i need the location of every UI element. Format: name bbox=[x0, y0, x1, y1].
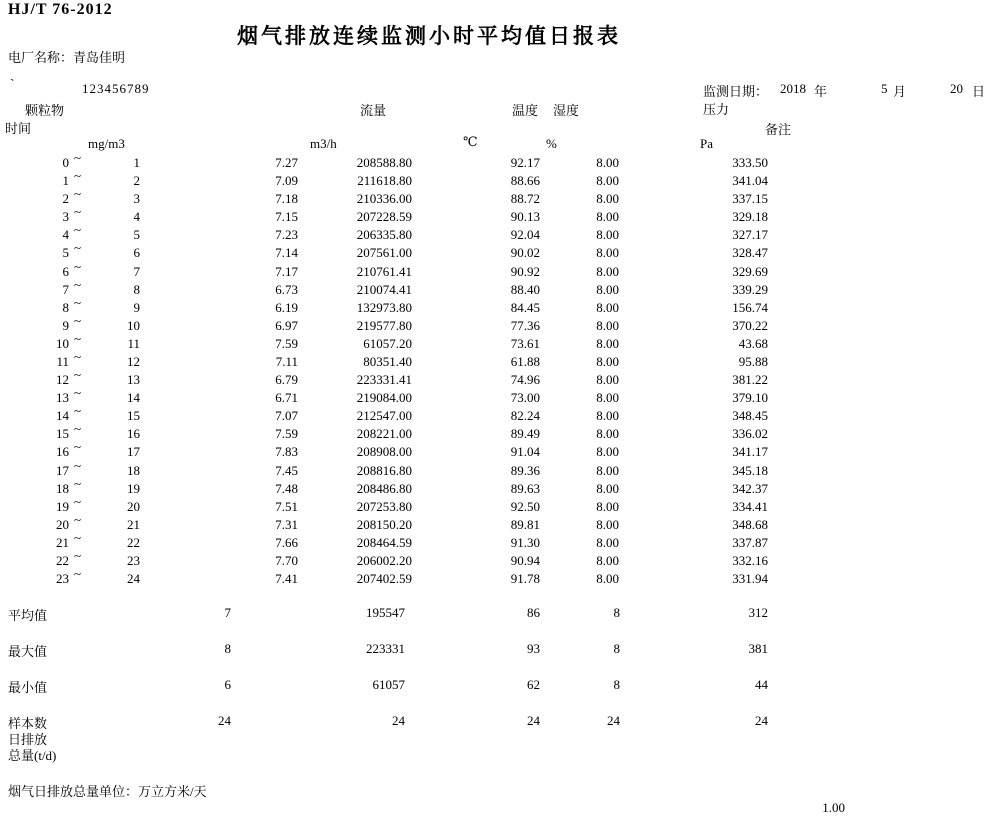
hour-start-cell: 17 bbox=[56, 462, 69, 478]
dust-cell: 7.70 bbox=[275, 553, 298, 568]
hour-end-cell: 18 bbox=[127, 462, 140, 478]
dust-cell: 6.71 bbox=[275, 390, 298, 406]
humidity-cell: 8.00 bbox=[596, 462, 619, 478]
pressure-cell: 156.74 bbox=[732, 299, 768, 315]
dust-cell: 7.51 bbox=[275, 498, 298, 514]
summary-row bbox=[0, 605, 990, 623]
table-row bbox=[0, 204, 990, 227]
pressure-cell: 337.15 bbox=[732, 191, 768, 207]
pressure-cell: 348.45 bbox=[732, 408, 768, 424]
humidity-cell: 8.00 bbox=[596, 155, 619, 170]
hour-end-cell: 2 bbox=[133, 173, 140, 189]
hour-start-cell: 0 bbox=[62, 155, 69, 170]
flow-cell: 211618.80 bbox=[357, 173, 412, 189]
tilde-mark: ~ bbox=[74, 150, 82, 165]
hour-start-cell: 14 bbox=[56, 408, 69, 424]
pressure-cell: 345.18 bbox=[732, 462, 768, 478]
pressure-cell: 334.41 bbox=[732, 498, 768, 514]
monitor-date-label: 监测日期： bbox=[703, 84, 769, 99]
table-row bbox=[0, 457, 990, 481]
temperature-cell: 90.92 bbox=[510, 263, 540, 279]
table-row bbox=[0, 403, 990, 426]
humidity-cell: 8.00 bbox=[596, 191, 619, 207]
flow-cell: 219084.00 bbox=[356, 390, 412, 406]
hour-end-cell: 11 bbox=[127, 335, 140, 351]
flow-cell: 210074.41 bbox=[356, 281, 412, 297]
flow-cell: 207561.00 bbox=[356, 245, 412, 261]
summary-temperature-cell: 86 bbox=[527, 605, 540, 620]
plant-name-value: 青岛佳明 bbox=[73, 50, 126, 65]
flow-cell: 219577.80 bbox=[356, 317, 412, 333]
tilde-mark: ~ bbox=[74, 367, 82, 383]
tilde-mark: ~ bbox=[74, 240, 82, 256]
tilde-mark: ~ bbox=[74, 475, 82, 491]
hour-end-cell: 12 bbox=[127, 354, 140, 369]
table-row bbox=[0, 258, 990, 282]
tilde-mark: ~ bbox=[74, 349, 82, 364]
table-row bbox=[0, 294, 990, 318]
pressure-cell: 341.17 bbox=[732, 444, 768, 460]
summary-pressure-cell: 312 bbox=[748, 605, 768, 620]
summary-humidity-cell: 8 bbox=[613, 677, 620, 692]
humidity-cell: 8.00 bbox=[596, 390, 619, 406]
table-row bbox=[0, 330, 990, 354]
humidity-cell: 8.00 bbox=[596, 354, 619, 369]
hour-end-cell: 6 bbox=[133, 245, 140, 261]
table-row bbox=[0, 566, 990, 589]
dust-cell: 7.31 bbox=[275, 516, 298, 532]
hour-end-cell: 14 bbox=[127, 390, 140, 406]
hour-start-cell: 16 bbox=[56, 444, 69, 460]
dust-cell: 7.66 bbox=[275, 534, 298, 550]
hour-start-cell: 10 bbox=[56, 335, 69, 351]
humidity-cell: 8.00 bbox=[596, 571, 619, 587]
temperature-cell: 88.72 bbox=[510, 191, 540, 207]
table-row bbox=[0, 276, 990, 300]
standard-code: HJ/T 76-2012 bbox=[8, 1, 113, 18]
temperature-cell: 61.88 bbox=[510, 354, 540, 369]
summary-flow-cell: 223331 bbox=[366, 641, 405, 656]
hour-end-cell: 5 bbox=[133, 227, 140, 243]
pressure-cell: 339.29 bbox=[732, 281, 768, 297]
table-row bbox=[0, 385, 990, 408]
flow-cell: 132973.80 bbox=[356, 299, 412, 315]
daily-total-label-line2: 总量(t/d) bbox=[8, 748, 57, 763]
hour-start-cell: 11 bbox=[56, 354, 69, 369]
dust-cell: 7.48 bbox=[275, 480, 298, 496]
summary-temperature-cell: 93 bbox=[527, 641, 540, 656]
flow-cell: 208464.59 bbox=[356, 534, 412, 550]
summary-flow-cell: 61057 bbox=[372, 677, 405, 692]
tilde-mark: ~ bbox=[74, 168, 82, 184]
monitor-date-year: 2018 bbox=[780, 81, 806, 96]
temperature-cell: 89.63 bbox=[510, 480, 540, 496]
hour-start-cell: 7 bbox=[62, 281, 69, 297]
dust-cell: 6.19 bbox=[275, 299, 298, 315]
unit-temperature: ℃ bbox=[463, 134, 478, 149]
humidity-cell: 8.00 bbox=[596, 317, 619, 333]
column-header-flow: 流量 bbox=[360, 103, 387, 118]
hour-end-cell: 22 bbox=[127, 534, 140, 550]
summary-humidity-cell: 8 bbox=[613, 605, 620, 620]
summary-humidity-cell: 8 bbox=[613, 641, 620, 656]
flow-cell: 207402.59 bbox=[356, 571, 412, 587]
summary-pressure-cell: 44 bbox=[755, 677, 768, 692]
pressure-cell: 43.68 bbox=[738, 335, 768, 351]
dust-cell: 7.07 bbox=[275, 408, 298, 424]
flow-cell: 223331.41 bbox=[356, 372, 412, 388]
pressure-cell: 331.94 bbox=[732, 571, 768, 587]
hour-start-cell: 19 bbox=[56, 498, 69, 514]
pressure-cell: 95.88 bbox=[738, 354, 768, 369]
humidity-cell: 8.00 bbox=[596, 426, 619, 442]
dust-cell: 7.15 bbox=[275, 209, 298, 225]
humidity-cell: 8.00 bbox=[596, 281, 619, 297]
pressure-cell: 342.37 bbox=[732, 480, 768, 496]
monitor-date-year-unit: 年 bbox=[814, 84, 828, 99]
hour-start-cell: 15 bbox=[56, 426, 69, 442]
hour-start-cell: 20 bbox=[56, 516, 69, 532]
summary-label: 平均值 bbox=[8, 608, 48, 623]
flow-cell: 212547.00 bbox=[356, 408, 412, 424]
hour-start-cell: 8 bbox=[62, 299, 69, 315]
serial-number: 123456789 bbox=[82, 81, 150, 96]
pressure-cell: 381.22 bbox=[732, 372, 768, 388]
tilde-mark: ~ bbox=[74, 330, 82, 346]
flow-cell: 80351.40 bbox=[363, 354, 412, 369]
pressure-cell: 329.69 bbox=[732, 263, 768, 279]
tilde-mark: ~ bbox=[74, 493, 82, 509]
plant-name-line bbox=[8, 47, 125, 66]
pressure-cell: 327.17 bbox=[732, 227, 768, 243]
footer-unit-note: 烟气日排放总量单位：万立方米/天 bbox=[8, 784, 207, 799]
temperature-cell: 92.04 bbox=[510, 227, 540, 243]
tilde-mark: ~ bbox=[74, 258, 82, 274]
dust-cell: 6.73 bbox=[275, 281, 298, 297]
temperature-cell: 73.61 bbox=[510, 335, 540, 351]
summary-temperature-cell: 24 bbox=[527, 713, 540, 728]
tilde-mark: ~ bbox=[74, 421, 82, 437]
monitor-date-day: 20 bbox=[950, 81, 963, 96]
hour-end-cell: 7 bbox=[133, 263, 140, 279]
tilde-mark: ~ bbox=[74, 457, 82, 473]
summary-pressure-cell: 381 bbox=[748, 641, 768, 656]
temperature-cell: 90.94 bbox=[510, 553, 540, 568]
table-row bbox=[0, 421, 990, 444]
summary-flow-cell: 195547 bbox=[366, 605, 405, 620]
hour-start-cell: 6 bbox=[62, 263, 69, 279]
flow-cell: 207253.80 bbox=[356, 498, 412, 514]
humidity-cell: 8.00 bbox=[596, 444, 619, 460]
hour-start-cell: 2 bbox=[62, 191, 69, 207]
humidity-cell: 8.00 bbox=[596, 408, 619, 424]
column-header-humidity: 湿度 bbox=[553, 103, 580, 118]
flow-cell: 210761.41 bbox=[356, 263, 412, 279]
humidity-cell: 8.00 bbox=[596, 498, 619, 514]
dust-cell: 6.79 bbox=[275, 372, 298, 388]
flow-cell: 208486.80 bbox=[356, 480, 412, 496]
table-row bbox=[0, 240, 990, 263]
temperature-cell: 88.66 bbox=[510, 173, 540, 189]
humidity-cell: 8.00 bbox=[596, 299, 619, 315]
temperature-cell: 92.50 bbox=[510, 498, 540, 514]
humidity-cell: 8.00 bbox=[596, 480, 619, 496]
humidity-cell: 8.00 bbox=[596, 263, 619, 279]
hour-start-cell: 9 bbox=[62, 317, 69, 333]
table-row bbox=[0, 548, 990, 571]
summary-row bbox=[0, 713, 990, 731]
temperature-cell: 91.78 bbox=[510, 571, 540, 587]
hour-start-cell: 3 bbox=[62, 209, 69, 225]
column-header-dust: 颗粒物 bbox=[25, 103, 65, 118]
dust-cell: 7.41 bbox=[275, 571, 298, 587]
summary-dust-cell: 24 bbox=[218, 713, 231, 728]
hour-end-cell: 21 bbox=[127, 516, 140, 532]
tilde-mark: ~ bbox=[74, 511, 82, 527]
summary-humidity-cell: 24 bbox=[607, 713, 620, 728]
dust-cell: 7.11 bbox=[275, 354, 298, 369]
hour-end-cell: 15 bbox=[127, 408, 140, 424]
summary-label: 样本数 bbox=[8, 716, 48, 731]
table-row bbox=[0, 186, 990, 209]
humidity-cell: 8.00 bbox=[596, 553, 619, 568]
hour-end-cell: 16 bbox=[127, 426, 140, 442]
humidity-cell: 8.00 bbox=[596, 209, 619, 225]
monitor-date-month: 5 bbox=[881, 81, 888, 96]
humidity-cell: 8.00 bbox=[596, 227, 619, 243]
hour-start-cell: 22 bbox=[56, 553, 69, 568]
flow-cell: 208908.00 bbox=[356, 444, 412, 460]
flow-cell: 61057.20 bbox=[363, 335, 412, 351]
tilde-mark: ~ bbox=[74, 403, 82, 419]
temperature-cell: 91.04 bbox=[510, 444, 540, 460]
monitor-date-month-unit: 月 bbox=[893, 84, 907, 99]
flow-cell: 208816.80 bbox=[356, 462, 412, 478]
plant-name-label: 电厂名称： bbox=[8, 50, 74, 65]
pressure-cell: 329.18 bbox=[732, 209, 768, 225]
unit-flow: m3/h bbox=[310, 136, 337, 151]
table-row bbox=[0, 475, 990, 499]
hour-start-cell: 23 bbox=[56, 571, 69, 587]
flow-cell: 210336.00 bbox=[356, 191, 412, 207]
hour-start-cell: 13 bbox=[56, 390, 69, 406]
hour-start-cell: 4 bbox=[62, 227, 69, 243]
table-row bbox=[0, 367, 990, 390]
table-row bbox=[0, 493, 990, 517]
temperature-cell: 74.96 bbox=[510, 372, 540, 388]
summary-label: 最小值 bbox=[8, 680, 48, 695]
flow-cell: 206002.20 bbox=[356, 553, 412, 568]
pressure-cell: 370.22 bbox=[732, 317, 768, 333]
hour-end-cell: 17 bbox=[127, 444, 140, 460]
temperature-cell: 88.40 bbox=[510, 281, 540, 297]
dust-cell: 7.59 bbox=[275, 426, 298, 442]
pressure-cell: 337.87 bbox=[732, 534, 768, 550]
dust-cell: 7.59 bbox=[275, 335, 298, 351]
dust-cell: 7.09 bbox=[275, 173, 298, 189]
table-row bbox=[0, 312, 990, 336]
summary-row bbox=[0, 641, 990, 659]
tick-mark: ` bbox=[10, 76, 15, 91]
hour-start-cell: 18 bbox=[56, 480, 69, 496]
monitor-date-day-unit: 日 bbox=[972, 84, 986, 99]
tilde-mark: ~ bbox=[74, 439, 82, 455]
tilde-mark: ~ bbox=[74, 204, 82, 220]
summary-dust-cell: 8 bbox=[224, 641, 231, 656]
tilde-mark: ~ bbox=[74, 548, 82, 563]
hour-start-cell: 21 bbox=[56, 534, 69, 550]
column-header-remark: 备注 bbox=[765, 122, 792, 137]
summary-dust-cell: 7 bbox=[224, 605, 231, 620]
tilde-mark: ~ bbox=[74, 385, 82, 401]
hour-end-cell: 4 bbox=[133, 209, 140, 225]
hour-end-cell: 10 bbox=[127, 317, 140, 333]
unit-dust: mg/m3 bbox=[88, 136, 125, 151]
hour-end-cell: 13 bbox=[127, 372, 140, 388]
hour-end-cell: 23 bbox=[127, 553, 140, 568]
tilde-mark: ~ bbox=[74, 276, 82, 292]
summary-temperature-cell: 62 bbox=[527, 677, 540, 692]
temperature-cell: 84.45 bbox=[510, 299, 540, 315]
table-row bbox=[0, 349, 990, 372]
summary-flow-cell: 24 bbox=[392, 713, 405, 728]
pressure-cell: 336.02 bbox=[732, 426, 768, 442]
temperature-cell: 73.00 bbox=[510, 390, 540, 406]
dust-cell: 7.45 bbox=[275, 462, 298, 478]
temperature-cell: 91.30 bbox=[510, 534, 540, 550]
table-row bbox=[0, 529, 990, 553]
hour-start-cell: 5 bbox=[62, 245, 69, 261]
summary-dust-cell: 6 bbox=[224, 677, 231, 692]
dust-cell: 7.83 bbox=[275, 444, 298, 460]
hour-start-cell: 12 bbox=[56, 372, 69, 388]
hour-end-cell: 19 bbox=[127, 480, 140, 496]
footer-scale-value: 1.00 bbox=[822, 800, 845, 815]
flow-cell: 208588.80 bbox=[356, 155, 412, 170]
tilde-mark: ~ bbox=[74, 529, 82, 545]
table-row bbox=[0, 222, 990, 245]
summary-row bbox=[0, 677, 990, 695]
dust-cell: 7.23 bbox=[275, 227, 298, 243]
dust-cell: 6.97 bbox=[275, 317, 298, 333]
humidity-cell: 8.00 bbox=[596, 245, 619, 261]
pressure-cell: 348.68 bbox=[732, 516, 768, 532]
flow-cell: 208221.00 bbox=[356, 426, 412, 442]
temperature-cell: 89.49 bbox=[510, 426, 540, 442]
dust-cell: 7.14 bbox=[275, 245, 298, 261]
hour-end-cell: 8 bbox=[133, 281, 140, 297]
pressure-cell: 341.04 bbox=[732, 173, 768, 189]
tilde-mark: ~ bbox=[74, 294, 82, 310]
flow-cell: 207228.59 bbox=[356, 209, 412, 225]
humidity-cell: 8.00 bbox=[596, 173, 619, 189]
page-title: 烟气排放连续监测小时平均值日报表 bbox=[237, 24, 621, 48]
humidity-cell: 8.00 bbox=[596, 516, 619, 532]
column-header-pressure: 压力 bbox=[703, 102, 730, 117]
tilde-mark: ~ bbox=[74, 222, 82, 238]
unit-humidity: % bbox=[546, 136, 557, 151]
temperature-cell: 89.81 bbox=[510, 516, 540, 532]
temperature-cell: 77.36 bbox=[510, 317, 540, 333]
summary-label: 最大值 bbox=[8, 644, 48, 659]
table-row bbox=[0, 439, 990, 462]
flow-cell: 208150.20 bbox=[356, 516, 412, 532]
temperature-cell: 90.02 bbox=[510, 245, 540, 261]
daily-total-label-line1: 日排放 bbox=[8, 732, 48, 747]
hour-end-cell: 9 bbox=[133, 299, 140, 315]
pressure-cell: 379.10 bbox=[732, 390, 768, 406]
summary-pressure-cell: 24 bbox=[755, 713, 768, 728]
tilde-mark: ~ bbox=[74, 186, 82, 202]
temperature-cell: 82.24 bbox=[510, 408, 540, 424]
pressure-cell: 328.47 bbox=[732, 245, 768, 261]
dust-cell: 7.27 bbox=[275, 155, 298, 170]
humidity-cell: 8.00 bbox=[596, 372, 619, 388]
pressure-cell: 332.16 bbox=[732, 553, 768, 568]
hour-end-cell: 20 bbox=[127, 498, 140, 514]
tilde-mark: ~ bbox=[74, 312, 82, 328]
hour-end-cell: 24 bbox=[127, 571, 140, 587]
unit-pressure: Pa bbox=[700, 136, 713, 151]
dust-cell: 7.17 bbox=[275, 263, 298, 279]
column-header-temperature: 温度 bbox=[512, 103, 539, 118]
table-row bbox=[0, 168, 990, 191]
hour-end-cell: 3 bbox=[133, 191, 140, 207]
table-row bbox=[0, 511, 990, 535]
flow-cell: 206335.80 bbox=[356, 227, 412, 243]
tilde-mark: ~ bbox=[74, 566, 82, 582]
table-row bbox=[0, 150, 990, 173]
dust-cell: 7.18 bbox=[275, 191, 298, 207]
temperature-cell: 90.13 bbox=[510, 209, 540, 225]
column-header-time: 时间 bbox=[5, 121, 32, 136]
temperature-cell: 89.36 bbox=[510, 462, 540, 478]
humidity-cell: 8.00 bbox=[596, 335, 619, 351]
hour-start-cell: 1 bbox=[62, 173, 69, 189]
humidity-cell: 8.00 bbox=[596, 534, 619, 550]
hour-end-cell: 1 bbox=[133, 155, 140, 170]
pressure-cell: 333.50 bbox=[732, 155, 768, 170]
temperature-cell: 92.17 bbox=[510, 155, 540, 170]
